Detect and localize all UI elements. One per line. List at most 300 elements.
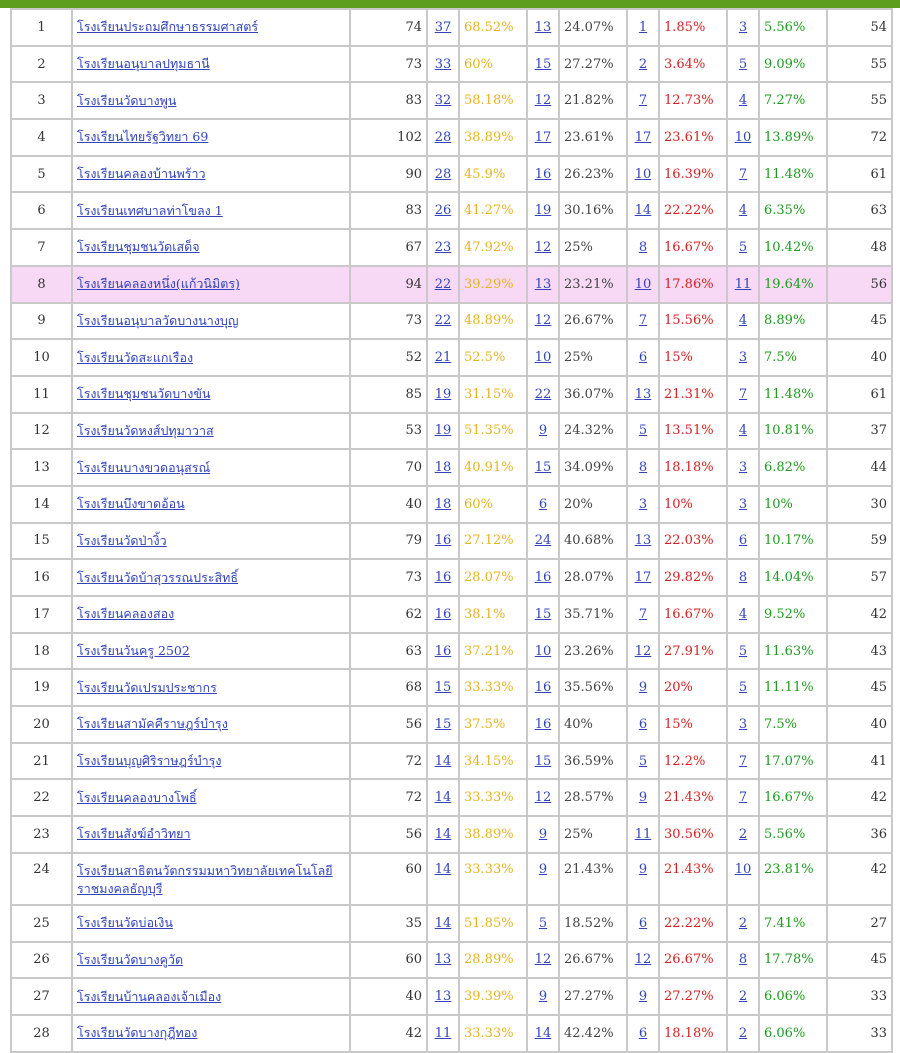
count-cell-4: [727, 119, 759, 156]
total-cell: 63: [350, 633, 427, 670]
count-cell-2: [527, 449, 559, 486]
count-link-2[interactable]: 12: [534, 93, 552, 109]
count-link-3[interactable]: 9: [638, 790, 648, 806]
rank-cell: 26: [11, 942, 72, 979]
percent-cell-1: 39.29%: [459, 266, 527, 303]
count-link-2[interactable]: 16: [534, 680, 552, 696]
count-link-1[interactable]: 28: [434, 129, 452, 145]
sum-cell: 48: [827, 229, 892, 266]
table-row: [11, 633, 892, 670]
school-name-link[interactable]: โรงเรียนคลองสอง: [77, 606, 175, 622]
total-cell: 73: [350, 559, 427, 596]
rank-cell: 15: [11, 523, 72, 560]
count-link-2[interactable]: 24: [534, 533, 552, 549]
count-cell-3: [627, 376, 659, 413]
count-link-2[interactable]: 15: [534, 753, 552, 769]
count-link-4[interactable]: 7: [738, 790, 748, 806]
count-cell-2: [527, 1015, 559, 1052]
table-row: [11, 669, 892, 706]
count-link-4[interactable]: 8: [738, 570, 748, 586]
count-link-1[interactable]: 32: [434, 93, 452, 109]
count-link-1[interactable]: 16: [434, 643, 452, 659]
count-link-4[interactable]: 10: [734, 861, 752, 877]
sum-cell: 44: [827, 449, 892, 486]
count-link-2[interactable]: 16: [534, 570, 552, 586]
count-cell-2: [527, 523, 559, 560]
count-link-3[interactable]: 13: [634, 533, 652, 549]
count-link-3[interactable]: 7: [638, 606, 648, 622]
percent-cell-2: 42.42%: [559, 1015, 627, 1052]
school-name-cell: [72, 9, 350, 46]
count-cell-1: [427, 523, 459, 560]
sum-cell: 61: [827, 376, 892, 413]
count-cell-1: [427, 119, 459, 156]
count-link-4[interactable]: 5: [738, 643, 748, 659]
count-link-4[interactable]: 4: [738, 203, 748, 219]
count-link-1[interactable]: 22: [434, 276, 452, 292]
count-cell-4: [727, 779, 759, 816]
count-link-4[interactable]: 7: [738, 386, 748, 402]
school-name-link[interactable]: โรงเรียนชุมชนวัดเสด็จ: [77, 239, 200, 255]
school-name-cell: [72, 156, 350, 193]
count-link-3[interactable]: 7: [638, 93, 648, 109]
count-link-2[interactable]: 9: [538, 861, 548, 877]
percent-cell-1: 51.85%: [459, 905, 527, 942]
count-cell-4: [727, 339, 759, 376]
count-link-2[interactable]: 12: [534, 790, 552, 806]
percent-cell-3: 10%: [659, 486, 727, 523]
count-cell-4: [727, 905, 759, 942]
percent-cell-3: 16.67%: [659, 229, 727, 266]
table-row: [11, 523, 892, 560]
count-link-2[interactable]: 16: [534, 166, 552, 182]
school-name-link[interactable]: โรงเรียนบ้านคลองเจ้าเมือง: [77, 988, 222, 1004]
count-link-3[interactable]: 6: [638, 716, 648, 732]
percent-cell-2: 23.61%: [559, 119, 627, 156]
count-cell-1: [427, 46, 459, 83]
percent-cell-3: 26.67%: [659, 942, 727, 979]
count-link-2[interactable]: 16: [534, 716, 552, 732]
count-link-2[interactable]: 17: [534, 129, 552, 145]
count-link-3[interactable]: 14: [634, 203, 652, 219]
count-link-3[interactable]: 6: [638, 350, 648, 366]
school-name-link[interactable]: โรงเรียนอนุบาลวัดบางนางบุญ: [77, 312, 239, 328]
percent-cell-2: 40%: [559, 706, 627, 743]
count-link-1[interactable]: 18: [434, 496, 452, 512]
school-name-link[interactable]: โรงเรียนไทยรัฐวิทยา 69: [77, 129, 209, 145]
count-link-1[interactable]: 19: [434, 423, 452, 439]
school-name-cell: [72, 229, 350, 266]
school-name-link[interactable]: โรงเรียนประถมศึกษาธรรมศาสตร์: [77, 19, 259, 35]
count-link-2[interactable]: 15: [534, 56, 552, 72]
percent-cell-2: 40.68%: [559, 523, 627, 560]
school-name-link[interactable]: โรงเรียนเทศบาลท่าโขลง 1: [77, 202, 223, 218]
total-cell: 102: [350, 119, 427, 156]
school-name-cell: [72, 596, 350, 633]
count-link-3[interactable]: 1: [638, 19, 648, 35]
count-link-1[interactable]: 11: [434, 1025, 452, 1041]
school-name-link[interactable]: โรงเรียนวัดเปรมประชากร: [77, 679, 217, 695]
school-name-cell: [72, 119, 350, 156]
count-link-4[interactable]: 8: [738, 952, 748, 968]
count-link-2[interactable]: 13: [534, 19, 552, 35]
rank-cell: 8: [11, 266, 72, 303]
count-link-3[interactable]: 2: [638, 56, 648, 72]
count-link-3[interactable]: 6: [638, 1025, 648, 1041]
school-name-cell: [72, 486, 350, 523]
count-link-2[interactable]: 12: [534, 952, 552, 968]
count-link-3[interactable]: 17: [634, 129, 652, 145]
count-link-1[interactable]: 14: [434, 826, 452, 842]
sum-cell: 40: [827, 339, 892, 376]
count-link-3[interactable]: 7: [638, 313, 648, 329]
school-name-link[interactable]: โรงเรียนวัดบ้าสุวรรณประสิทธิ์: [77, 569, 239, 585]
percent-cell-1: 37.21%: [459, 633, 527, 670]
count-cell-1: [427, 376, 459, 413]
total-cell: 52: [350, 339, 427, 376]
count-cell-2: [527, 706, 559, 743]
count-link-2[interactable]: 9: [538, 989, 548, 1005]
count-link-2[interactable]: 15: [534, 606, 552, 622]
school-name-cell: [72, 743, 350, 780]
percent-cell-3: 22.03%: [659, 523, 727, 560]
total-cell: 62: [350, 596, 427, 633]
count-cell-1: [427, 596, 459, 633]
count-link-4[interactable]: 3: [738, 496, 748, 512]
total-cell: 94: [350, 266, 427, 303]
percent-cell-3: 22.22%: [659, 905, 727, 942]
percent-cell-3: 23.61%: [659, 119, 727, 156]
sum-cell: 57: [827, 559, 892, 596]
count-link-4[interactable]: 4: [738, 423, 748, 439]
percent-cell-3: 12.2%: [659, 743, 727, 780]
count-link-1[interactable]: 16: [434, 570, 452, 586]
count-cell-4: [727, 266, 759, 303]
school-name-link[interactable]: โรงเรียนบุญศิริราษฎร์บำรุง: [77, 753, 222, 769]
percent-cell-3: 15%: [659, 706, 727, 743]
count-link-1[interactable]: 14: [434, 915, 452, 931]
count-cell-1: [427, 192, 459, 229]
sum-cell: 42: [827, 779, 892, 816]
percent-cell-1: 37.5%: [459, 706, 527, 743]
percent-cell-4: 8.89%: [759, 303, 827, 340]
total-cell: 56: [350, 816, 427, 853]
count-link-2[interactable]: 9: [538, 423, 548, 439]
count-link-1[interactable]: 18: [434, 460, 452, 476]
count-link-2[interactable]: 14: [534, 1025, 552, 1041]
count-link-4[interactable]: 2: [738, 826, 748, 842]
count-link-3[interactable]: 6: [638, 915, 648, 931]
count-cell-1: [427, 486, 459, 523]
count-cell-3: [627, 942, 659, 979]
percent-cell-4: 6.06%: [759, 1015, 827, 1052]
percent-cell-1: 60%: [459, 46, 527, 83]
table-row: [11, 942, 892, 979]
count-link-3[interactable]: 9: [638, 680, 648, 696]
count-link-4[interactable]: 3: [738, 19, 748, 35]
table-row: [11, 82, 892, 119]
table-row: [11, 853, 892, 905]
count-link-4[interactable]: 5: [738, 239, 748, 255]
rank-cell: 24: [11, 853, 72, 905]
sum-cell: 45: [827, 669, 892, 706]
count-cell-3: [627, 486, 659, 523]
rank-cell: 7: [11, 229, 72, 266]
count-cell-3: [627, 303, 659, 340]
count-link-1[interactable]: 14: [434, 861, 452, 877]
percent-cell-4: 10%: [759, 486, 827, 523]
count-cell-3: [627, 816, 659, 853]
count-link-2[interactable]: 13: [534, 276, 552, 292]
count-link-4[interactable]: 5: [738, 680, 748, 696]
table-row: [11, 376, 892, 413]
total-cell: 53: [350, 413, 427, 450]
count-link-3[interactable]: 17: [634, 570, 652, 586]
table-row: [11, 559, 892, 596]
sum-cell: 59: [827, 523, 892, 560]
count-link-1[interactable]: 23: [434, 239, 452, 255]
school-name-cell: [72, 559, 350, 596]
table-row: [11, 156, 892, 193]
count-cell-3: [627, 523, 659, 560]
count-cell-2: [527, 9, 559, 46]
school-name-link[interactable]: โรงเรียนวัดบางคูวัด: [77, 951, 184, 967]
school-name-link[interactable]: โรงเรียนคลองบ้านพร้าว: [77, 166, 206, 182]
table-row: [11, 1015, 892, 1052]
percent-cell-4: 16.67%: [759, 779, 827, 816]
count-cell-3: [627, 192, 659, 229]
school-name-link[interactable]: โรงเรียนบางขวดอนุสรณ์: [77, 459, 211, 475]
school-name-cell: [72, 523, 350, 560]
count-link-1[interactable]: 14: [434, 753, 452, 769]
school-name-link[interactable]: โรงเรียนวัดบางพูน: [77, 92, 177, 108]
count-cell-4: [727, 303, 759, 340]
school-ranking-table: [10, 8, 893, 1053]
count-link-4[interactable]: 11: [734, 276, 752, 292]
percent-cell-4: 13.89%: [759, 119, 827, 156]
total-cell: 35: [350, 905, 427, 942]
count-link-2[interactable]: 5: [538, 915, 548, 931]
count-cell-3: [627, 9, 659, 46]
school-name-link[interactable]: โรงเรียนสังฆ์อำวิทยา: [77, 826, 191, 842]
sum-cell: 55: [827, 82, 892, 119]
count-link-2[interactable]: 15: [534, 460, 552, 476]
school-name-link[interactable]: โรงเรียนชุมชนวัดบางขัน: [77, 386, 211, 402]
percent-cell-2: 36.07%: [559, 376, 627, 413]
count-cell-4: [727, 596, 759, 633]
count-link-1[interactable]: 15: [434, 716, 452, 732]
count-cell-2: [527, 669, 559, 706]
count-cell-1: [427, 669, 459, 706]
count-link-3[interactable]: 9: [638, 989, 648, 1005]
count-link-4[interactable]: 3: [738, 716, 748, 732]
sum-cell: 45: [827, 942, 892, 979]
count-cell-2: [527, 905, 559, 942]
count-link-4[interactable]: 3: [738, 460, 748, 476]
sum-cell: 33: [827, 1015, 892, 1052]
table-row: [11, 449, 892, 486]
count-cell-4: [727, 633, 759, 670]
school-name-link[interactable]: โรงเรียนวัดสะแกเรือง: [77, 349, 194, 365]
count-link-4[interactable]: 5: [738, 56, 748, 72]
count-link-1[interactable]: 21: [434, 350, 452, 366]
count-link-3[interactable]: 10: [634, 276, 652, 292]
school-name-link[interactable]: โรงเรียนวันครู 2502: [77, 643, 190, 659]
school-name-link[interactable]: โรงเรียนคลองหนึ่ง(แก้วนิมิตร): [77, 276, 240, 292]
percent-cell-1: 33.33%: [459, 669, 527, 706]
count-link-4[interactable]: 2: [738, 1025, 748, 1041]
count-link-2[interactable]: 10: [534, 350, 552, 366]
school-name-link[interactable]: โรงเรียนวัดบางกุฎีทอง: [77, 1025, 198, 1041]
school-name-link[interactable]: โรงเรียนวัดป่างิ้ว: [77, 532, 167, 548]
table-row: [11, 119, 892, 156]
percent-cell-1: 38.89%: [459, 816, 527, 853]
school-name-cell: [72, 978, 350, 1015]
school-name-cell: [72, 633, 350, 670]
school-name-link[interactable]: โรงเรียนบึงขาดอ้อน: [77, 496, 185, 512]
school-name-link[interactable]: โรงเรียนสาธิตนวัตกรรมมหาวิทยาลัยเทคโนโลยีราชมงคลธัญบุรี: [77, 862, 333, 896]
school-name-link[interactable]: โรงเรียนวัดหงส์ปทุมาวาส: [77, 422, 214, 438]
percent-cell-2: 30.16%: [559, 192, 627, 229]
table-row: [11, 706, 892, 743]
percent-cell-4: 9.09%: [759, 46, 827, 83]
count-cell-2: [527, 192, 559, 229]
count-cell-1: [427, 978, 459, 1015]
rank-cell: 22: [11, 779, 72, 816]
sum-cell: 45: [827, 303, 892, 340]
count-link-4[interactable]: 7: [738, 166, 748, 182]
percent-cell-2: 36.59%: [559, 743, 627, 780]
total-cell: 83: [350, 192, 427, 229]
count-link-3[interactable]: 8: [638, 239, 648, 255]
count-link-4[interactable]: 6: [738, 533, 748, 549]
total-cell: 60: [350, 942, 427, 979]
count-link-4[interactable]: 2: [738, 915, 748, 931]
count-link-2[interactable]: 9: [538, 826, 548, 842]
count-link-3[interactable]: 9: [638, 861, 648, 877]
percent-cell-4: 5.56%: [759, 9, 827, 46]
count-link-1[interactable]: 13: [434, 952, 452, 968]
percent-cell-2: 35.71%: [559, 596, 627, 633]
percent-cell-2: 20%: [559, 486, 627, 523]
table-row: [11, 905, 892, 942]
sum-cell: 42: [827, 596, 892, 633]
count-link-3[interactable]: 10: [634, 166, 652, 182]
count-cell-3: [627, 266, 659, 303]
percent-cell-3: 15.56%: [659, 303, 727, 340]
rank-cell: 5: [11, 156, 72, 193]
school-name-link[interactable]: โรงเรียนวัดบ่อเงิน: [77, 915, 173, 931]
count-link-2[interactable]: 10: [534, 643, 552, 659]
count-link-2[interactable]: 12: [534, 313, 552, 329]
total-cell: 70: [350, 449, 427, 486]
sum-cell: 41: [827, 743, 892, 780]
count-link-4[interactable]: 2: [738, 989, 748, 1005]
count-link-1[interactable]: 28: [434, 166, 452, 182]
count-link-1[interactable]: 15: [434, 680, 452, 696]
sum-cell: 63: [827, 192, 892, 229]
percent-cell-4: 11.63%: [759, 633, 827, 670]
percent-cell-1: 34.15%: [459, 743, 527, 780]
count-link-4[interactable]: 3: [738, 350, 748, 366]
rank-cell: 13: [11, 449, 72, 486]
count-link-1[interactable]: 13: [434, 989, 452, 1005]
total-cell: 68: [350, 669, 427, 706]
rank-cell: 2: [11, 46, 72, 83]
table-row: [11, 486, 892, 523]
school-name-link[interactable]: โรงเรียนคลองบางโพธิ์: [77, 789, 197, 805]
rank-cell: 6: [11, 192, 72, 229]
count-link-4[interactable]: 10: [734, 129, 752, 145]
count-link-3[interactable]: 11: [634, 826, 652, 842]
percent-cell-1: 52.5%: [459, 339, 527, 376]
count-link-4[interactable]: 4: [738, 93, 748, 109]
school-name-link[interactable]: โรงเรียนอนุบาลปทุมธานี: [77, 56, 210, 72]
count-link-1[interactable]: 19: [434, 386, 452, 402]
count-cell-3: [627, 905, 659, 942]
percent-cell-1: 41.27%: [459, 192, 527, 229]
percent-cell-2: 26.23%: [559, 156, 627, 193]
count-cell-1: [427, 743, 459, 780]
count-link-3[interactable]: 3: [638, 496, 648, 512]
count-link-3[interactable]: 5: [638, 753, 648, 769]
percent-cell-4: 6.82%: [759, 449, 827, 486]
table-row: [11, 413, 892, 450]
count-cell-2: [527, 978, 559, 1015]
count-link-3[interactable]: 13: [634, 386, 652, 402]
sum-cell: 42: [827, 853, 892, 905]
total-cell: 90: [350, 156, 427, 193]
count-link-4[interactable]: 7: [738, 753, 748, 769]
count-link-4[interactable]: 4: [738, 313, 748, 329]
count-link-1[interactable]: 14: [434, 790, 452, 806]
count-link-3[interactable]: 12: [634, 952, 652, 968]
percent-cell-2: 25%: [559, 816, 627, 853]
count-link-1[interactable]: 16: [434, 533, 452, 549]
count-link-2[interactable]: 22: [534, 386, 552, 402]
rank-cell: 25: [11, 905, 72, 942]
count-link-2[interactable]: 12: [534, 239, 552, 255]
percent-cell-4: 7.5%: [759, 706, 827, 743]
percent-cell-1: 33.33%: [459, 1015, 527, 1052]
percent-cell-3: 21.43%: [659, 779, 727, 816]
count-link-3[interactable]: 5: [638, 423, 648, 439]
rank-cell: 1: [11, 9, 72, 46]
count-link-3[interactable]: 8: [638, 460, 648, 476]
count-link-1[interactable]: 37: [434, 19, 452, 35]
percent-cell-1: 38.1%: [459, 596, 527, 633]
count-link-2[interactable]: 6: [538, 496, 548, 512]
count-link-4[interactable]: 4: [738, 606, 748, 622]
percent-cell-4: 10.17%: [759, 523, 827, 560]
count-link-1[interactable]: 16: [434, 606, 452, 622]
school-name-link[interactable]: โรงเรียนสามัคคีราษฎร์บำรุง: [77, 716, 228, 732]
count-link-1[interactable]: 33: [434, 56, 452, 72]
count-link-2[interactable]: 19: [534, 203, 552, 219]
count-link-1[interactable]: 22: [434, 313, 452, 329]
school-name-cell: [72, 905, 350, 942]
percent-cell-1: 33.33%: [459, 779, 527, 816]
percent-cell-2: 23.26%: [559, 633, 627, 670]
count-cell-4: [727, 449, 759, 486]
percent-cell-1: 28.89%: [459, 942, 527, 979]
school-name-cell: [72, 816, 350, 853]
percent-cell-2: 24.07%: [559, 9, 627, 46]
percent-cell-4: 10.81%: [759, 413, 827, 450]
table-row: [11, 192, 892, 229]
count-link-3[interactable]: 12: [634, 643, 652, 659]
count-link-1[interactable]: 26: [434, 203, 452, 219]
